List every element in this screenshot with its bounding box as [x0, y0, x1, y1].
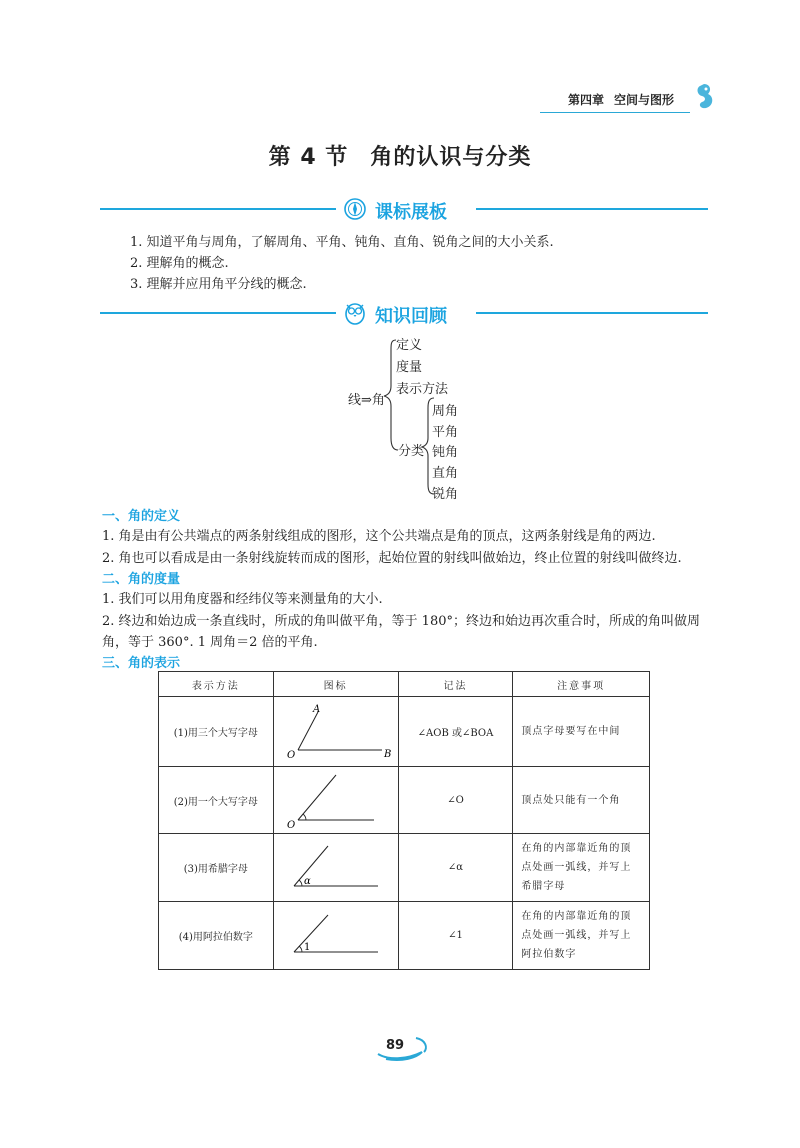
- column-header: 记法: [398, 672, 513, 697]
- tree-leaf: 钝角: [432, 445, 459, 460]
- tree-node: 定义: [396, 338, 423, 353]
- tree-node: 表示方法: [396, 382, 449, 397]
- method-cell: (3)用希腊字母: [159, 834, 274, 902]
- figure-cell: [273, 767, 398, 834]
- section-heading: 三、角的表示: [102, 656, 181, 671]
- standards-heading: 课标展板: [375, 202, 447, 223]
- header-rule: [540, 112, 690, 113]
- review-heading: 知识回顾: [375, 306, 447, 327]
- table-row: [159, 902, 650, 970]
- standards-item: 1. 知道平角与周角，了解周角、平角、钝角、直角、锐角之间的大小关系.: [130, 235, 554, 250]
- section-rule-right: [476, 208, 708, 210]
- angle-figure: [276, 701, 396, 763]
- section-heading: 二、角的度量: [102, 572, 181, 587]
- page-title: [0, 140, 800, 171]
- paragraph: 2. 终边和始边成一条直线时，所成的角叫做平角，等于 180°；终边和始边再次重合时，所成的角叫做周: [102, 614, 700, 629]
- table-row: [159, 697, 650, 767]
- tree-leaf: 周角: [432, 404, 459, 419]
- angle-figure: [276, 839, 396, 897]
- table-row: [159, 767, 650, 834]
- method-cell: (4)用阿拉伯数字: [159, 902, 274, 970]
- tree-leaf: 锐角: [432, 487, 459, 502]
- figure-cell: [273, 697, 398, 767]
- note-cell: 在角的内部靠近角的顶点处画一弧线，并写上希腊字母: [513, 834, 650, 902]
- notation-cell: ∠AOB 或∠BOA: [398, 697, 513, 767]
- tree-root: 线⇒角: [348, 393, 385, 408]
- vertex-label: B: [383, 748, 391, 760]
- tree-leaf: 平角: [432, 425, 459, 440]
- standards-item: 3. 理解并应用角平分线的概念.: [130, 277, 307, 292]
- table-header-row: [159, 672, 650, 697]
- note-cell: 顶点字母要写在中间: [513, 697, 650, 767]
- notation-cell: ∠O: [398, 767, 513, 834]
- method-cell: (1)用三个大写字母: [159, 697, 274, 767]
- note-cell: 在角的内部靠近角的顶点处画一弧线，并写上阿拉伯数字: [513, 902, 650, 970]
- column-header: 注意事项: [513, 672, 650, 697]
- method-cell: (2)用一个大写字母: [159, 767, 274, 834]
- notation-cell: ∠α: [398, 834, 513, 902]
- chapter-title: 空间与图形: [614, 93, 675, 107]
- paragraph: 角，等于 360°. 1 周角＝2 倍的平角.: [102, 635, 318, 650]
- vertex-label: O: [286, 749, 295, 761]
- figure-cell: [273, 834, 398, 902]
- angle-label: α: [303, 875, 311, 887]
- section-rule-right: [476, 312, 708, 314]
- angle-figure: [276, 770, 396, 830]
- paragraph: 1. 我们可以用角度器和经纬仪等来测量角的大小.: [102, 592, 383, 607]
- chapter-number: 第四章: [568, 93, 605, 107]
- seahorse-icon: [690, 80, 716, 112]
- angle-label: 1: [303, 941, 310, 953]
- standards-item: 2. 理解角的概念.: [130, 256, 229, 271]
- page-number: 89: [386, 1038, 405, 1053]
- paragraph: 1. 角是由有公共端点的两条射线组成的图形，这个公共端点是角的顶点，这两条射线是角的两边.: [102, 529, 656, 544]
- angle-notation-table: [158, 671, 650, 970]
- section-heading: 一、角的定义: [102, 509, 181, 524]
- section-name: 角的认识与分类: [370, 145, 532, 170]
- section-rule-left: [100, 208, 336, 210]
- tree-node: 度量: [396, 360, 423, 375]
- table-row: [159, 834, 650, 902]
- section-number: 第 4 节: [268, 145, 349, 170]
- vertex-label: A: [312, 703, 320, 715]
- paragraph: 2. 角也可以看成是由一条射线旋转而成的图形，起始位置的射线叫做始边，终止位置的射线叫做终边.: [102, 551, 682, 566]
- compass-icon: [343, 197, 367, 221]
- section-rule-left: [100, 312, 336, 314]
- column-header: 图标: [273, 672, 398, 697]
- vertex-label: O: [286, 820, 295, 830]
- figure-cell: [273, 902, 398, 970]
- tree-leaf: 直角: [432, 466, 459, 481]
- notation-cell: ∠1: [398, 902, 513, 970]
- chapter-header: [568, 91, 674, 108]
- angle-figure: [276, 907, 396, 965]
- owl-icon: [343, 300, 367, 326]
- column-header: 表示方法: [159, 672, 274, 697]
- tree-node-classify: 分类: [398, 444, 425, 459]
- note-cell: 顶点处只能有一个角: [513, 767, 650, 834]
